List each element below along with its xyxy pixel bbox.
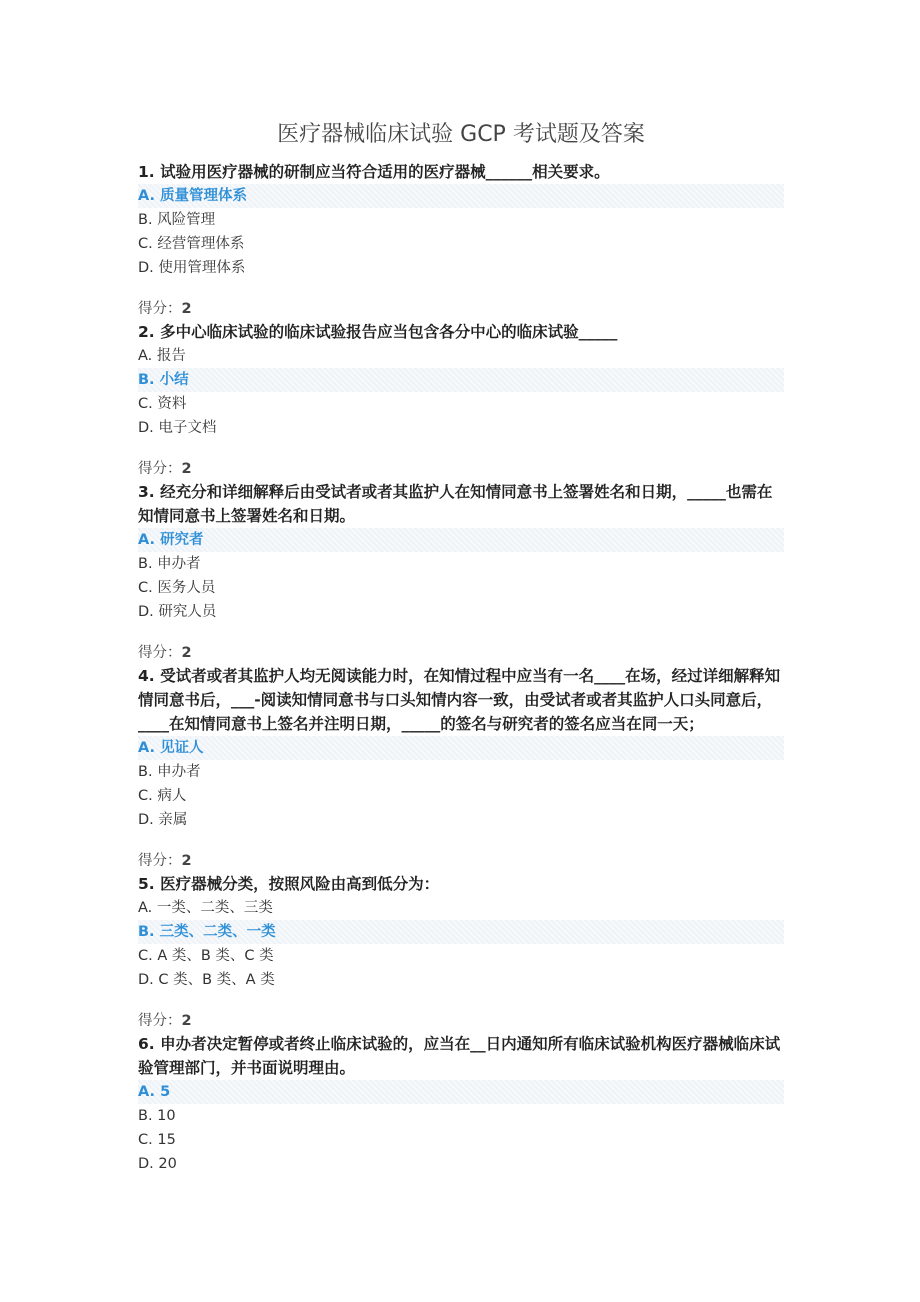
option-letter: A.	[138, 740, 155, 756]
option	[138, 1128, 784, 1152]
option-text: 10	[157, 1108, 176, 1124]
score-value: 2	[181, 1013, 192, 1029]
option-letter: A.	[138, 900, 153, 916]
option-text: A 类、B 类、C 类	[157, 948, 274, 964]
option-letter: B.	[138, 212, 153, 228]
option	[138, 896, 784, 920]
option-letter: D.	[138, 812, 154, 828]
option	[138, 576, 784, 600]
score-line	[138, 458, 784, 480]
question-text	[138, 872, 784, 896]
option-text: 5	[160, 1084, 171, 1100]
option-letter: C.	[138, 948, 153, 964]
question-3	[138, 480, 784, 664]
option-letter: D.	[138, 420, 154, 436]
option-text: 三类、二类、一类	[159, 924, 276, 940]
option	[138, 600, 784, 624]
option	[138, 944, 784, 968]
option-text: 病人	[157, 788, 187, 804]
option	[138, 784, 784, 808]
document-page	[138, 118, 784, 1176]
option-correct	[138, 528, 784, 552]
option-letter: C.	[138, 1132, 153, 1148]
option-correct	[138, 920, 784, 944]
option-text: 报告	[156, 348, 186, 364]
score-value: 2	[181, 461, 192, 477]
option-letter: C.	[138, 396, 153, 412]
question-text	[138, 320, 784, 344]
option	[138, 392, 784, 416]
option-text: 研究人员	[158, 604, 217, 620]
question-5	[138, 872, 784, 1032]
option-letter: B.	[138, 1108, 153, 1124]
question-body: 受试者或者其监护人均无阅读能力时，在知情过程中应当有一名____在场，经过详细解释知情同意书后，___-阅读知情同意书与口头知情内容一致，由受试者或者其监护人口头同意后，____在知情同意书上签名并注明日期，_____的签名与研究者的签名应当在同一天；	[138, 667, 781, 733]
option-text: 医务人员	[157, 580, 216, 596]
option-letter: C.	[138, 236, 153, 252]
score-line	[138, 642, 784, 664]
option	[138, 208, 784, 232]
option-text: 小结	[159, 372, 189, 388]
option-text: 见证人	[160, 740, 204, 756]
question-text	[138, 160, 784, 184]
question-6	[138, 1032, 784, 1176]
option-text: 经营管理体系	[157, 236, 245, 252]
question-number: 5.	[138, 875, 155, 893]
option-letter: A.	[138, 348, 153, 364]
option	[138, 344, 784, 368]
question-number: 4.	[138, 667, 155, 685]
option-letter: D.	[138, 604, 154, 620]
question-body: 医疗器械分类，按照风险由高到低分为：	[160, 875, 440, 893]
option-text: 申办者	[157, 556, 201, 572]
option-text: 一类、二类、三类	[156, 900, 273, 916]
option	[138, 416, 784, 440]
document-title: 医疗器械临床试验 GCP 考试题及答案	[277, 122, 645, 147]
option-text: 研究者	[160, 532, 204, 548]
score-label: 得分：	[138, 461, 182, 477]
question-1	[138, 160, 784, 320]
option-letter: D.	[138, 1156, 154, 1172]
option-text: 20	[158, 1156, 177, 1172]
question-body: 多中心临床试验的临床试验报告应当包含各分中心的临床试验_____	[160, 323, 618, 341]
option	[138, 1104, 784, 1128]
option-correct	[138, 368, 784, 392]
question-number: 6.	[138, 1035, 155, 1053]
option-text: 质量管理体系	[160, 188, 248, 204]
score-value: 2	[181, 645, 192, 661]
question-text	[138, 664, 784, 736]
question-number: 1.	[138, 163, 155, 181]
question-number: 2.	[138, 323, 155, 341]
option-letter: C.	[138, 580, 153, 596]
question-text	[138, 480, 784, 528]
option	[138, 968, 784, 992]
option-text: 亲属	[158, 812, 188, 828]
option	[138, 232, 784, 256]
question-number: 3.	[138, 483, 155, 501]
option-letter: A.	[138, 532, 155, 548]
score-label: 得分：	[138, 301, 182, 317]
option	[138, 1152, 784, 1176]
option-letter: C.	[138, 788, 153, 804]
option-letter: B.	[138, 372, 155, 388]
option	[138, 808, 784, 832]
option-text: 15	[157, 1132, 176, 1148]
option-correct	[138, 736, 784, 760]
option	[138, 256, 784, 280]
score-line	[138, 1010, 784, 1032]
question-body: 经充分和详细解释后由受试者或者其监护人在知情同意书上签署姓名和日期，_____也需在知情同意书上签署姓名和日期。	[138, 483, 773, 525]
score-line	[138, 298, 784, 320]
question-4	[138, 664, 784, 872]
option	[138, 760, 784, 784]
option-letter: A.	[138, 1084, 155, 1100]
option-letter: B.	[138, 556, 153, 572]
option-letter: B.	[138, 924, 155, 940]
option-text: 风险管理	[157, 212, 216, 228]
option-correct	[138, 1080, 784, 1104]
score-label: 得分：	[138, 645, 182, 661]
option-correct	[138, 184, 784, 208]
option-text: 申办者	[157, 764, 201, 780]
option-text: C 类、B 类、A 类	[158, 972, 275, 988]
score-label: 得分：	[138, 1013, 182, 1029]
option-letter: A.	[138, 188, 155, 204]
option-letter: B.	[138, 764, 153, 780]
question-body: 试验用医疗器械的研制应当符合适用的医疗器械______相关要求。	[160, 163, 610, 181]
question-text	[138, 1032, 784, 1080]
question-body: 申办者决定暂停或者终止临床试验的，应当在__日内通知所有临床试验机构医疗器械临床试验管理部门，并书面说明理由。	[138, 1035, 781, 1077]
question-list	[138, 160, 784, 1176]
option-text: 使用管理体系	[158, 260, 246, 276]
score-label: 得分：	[138, 853, 182, 869]
option-text: 电子文档	[158, 420, 217, 436]
score-value: 2	[181, 853, 192, 869]
option	[138, 552, 784, 576]
score-value: 2	[181, 301, 192, 317]
option-letter: D.	[138, 260, 154, 276]
option-letter: D.	[138, 972, 154, 988]
option-text: 资料	[157, 396, 187, 412]
question-2	[138, 320, 784, 480]
score-line	[138, 850, 784, 872]
